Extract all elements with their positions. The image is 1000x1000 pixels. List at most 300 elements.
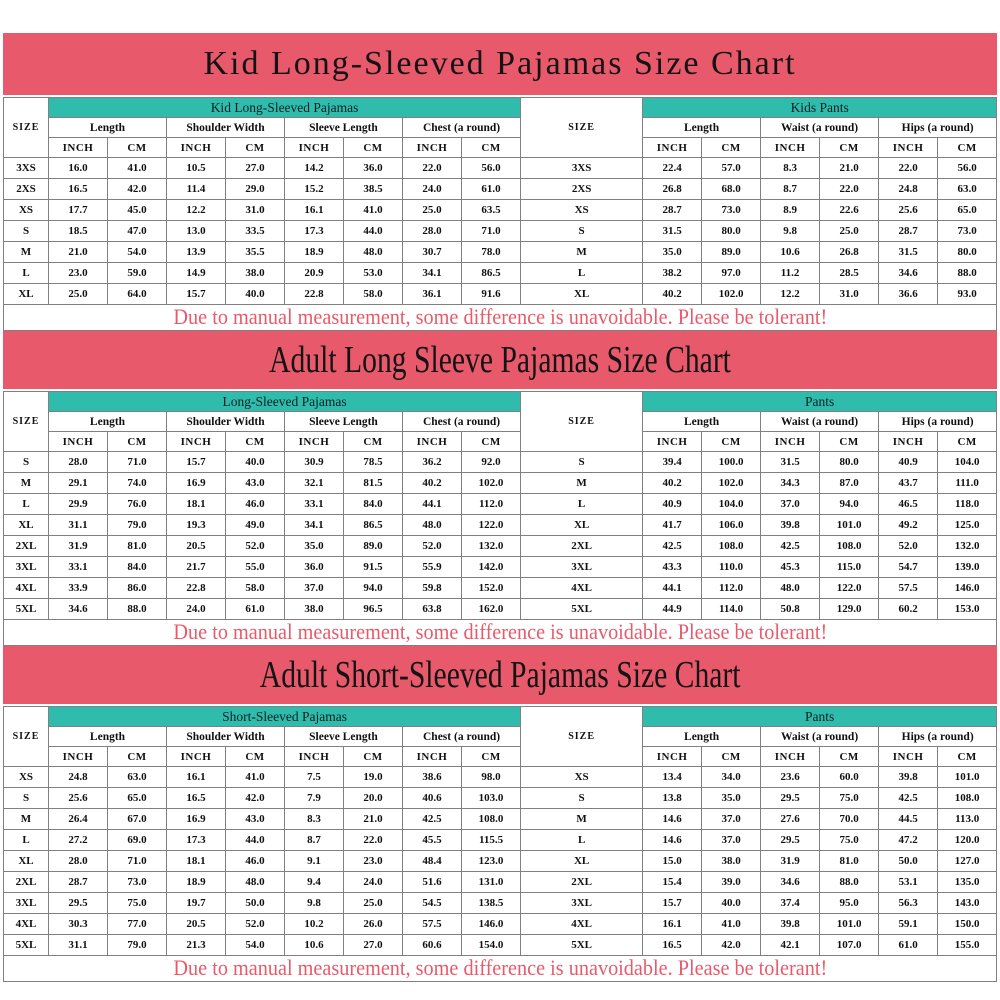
table-row	[4, 200, 997, 221]
unit-header-inch: INCH	[285, 747, 344, 767]
value-cell: 37.0	[702, 809, 761, 830]
value-cell: 21.7	[167, 557, 226, 578]
value-cell: 132.0	[938, 536, 997, 557]
table-row	[4, 494, 997, 515]
size-column-header: SIZE	[521, 98, 643, 158]
value-cell: 102.0	[702, 473, 761, 494]
value-cell: 92.0	[462, 452, 521, 473]
value-cell: 93.0	[938, 284, 997, 305]
value-cell: 91.5	[344, 557, 403, 578]
value-cell: 135.0	[938, 872, 997, 893]
value-cell: 8.7	[761, 179, 820, 200]
measure-header: Hips (a round)	[879, 118, 997, 138]
measure-header: Shoulder Width	[167, 118, 285, 138]
value-cell: 107.0	[820, 935, 879, 956]
unit-header-inch: INCH	[879, 432, 938, 452]
value-cell: 41.0	[108, 158, 167, 179]
value-cell: 120.0	[938, 830, 997, 851]
value-cell: 101.0	[820, 914, 879, 935]
value-cell: 31.9	[49, 536, 108, 557]
value-cell: 63.0	[938, 179, 997, 200]
value-cell: 106.0	[702, 515, 761, 536]
size-cell: 3XL	[521, 557, 643, 578]
unit-header-cm: CM	[820, 747, 879, 767]
value-cell: 26.8	[643, 179, 702, 200]
chart-title: Kid Long-Sleeved Pajamas Size Chart	[203, 45, 797, 82]
table-row	[4, 851, 997, 872]
value-cell: 150.0	[938, 914, 997, 935]
size-cell: XL	[521, 284, 643, 305]
value-cell: 45.0	[108, 200, 167, 221]
measure-header: Chest (a round)	[403, 118, 521, 138]
value-cell: 16.9	[167, 473, 226, 494]
size-cell: XL	[521, 851, 643, 872]
value-cell: 42.5	[879, 788, 938, 809]
value-cell: 43.3	[643, 557, 702, 578]
value-cell: 17.3	[167, 830, 226, 851]
value-cell: 101.0	[820, 515, 879, 536]
value-cell: 29.9	[49, 494, 108, 515]
measure-header: Length	[49, 118, 167, 138]
disclaimer-cell	[4, 620, 997, 646]
value-cell: 146.0	[938, 578, 997, 599]
value-cell: 28.5	[820, 263, 879, 284]
value-cell: 7.9	[285, 788, 344, 809]
value-cell: 89.0	[702, 242, 761, 263]
value-cell: 46.0	[226, 494, 285, 515]
value-cell: 52.0	[226, 536, 285, 557]
value-cell: 40.0	[226, 452, 285, 473]
value-cell: 52.0	[879, 536, 938, 557]
value-cell: 19.0	[344, 767, 403, 788]
value-cell: 39.0	[702, 872, 761, 893]
disclaimer-row	[4, 956, 997, 982]
value-cell: 25.6	[49, 788, 108, 809]
header-row-measures	[4, 118, 997, 138]
value-cell: 15.7	[167, 284, 226, 305]
value-cell: 45.5	[403, 830, 462, 851]
unit-header-cm: CM	[226, 432, 285, 452]
value-cell: 40.9	[643, 494, 702, 515]
value-cell: 87.0	[820, 473, 879, 494]
value-cell: 43.7	[879, 473, 938, 494]
value-cell: 22.0	[879, 158, 938, 179]
value-cell: 46.5	[879, 494, 938, 515]
value-cell: 57.5	[879, 578, 938, 599]
value-cell: 17.7	[49, 200, 108, 221]
value-cell: 81.0	[108, 536, 167, 557]
value-cell: 33.1	[49, 557, 108, 578]
unit-header-cm: CM	[344, 747, 403, 767]
value-cell: 10.2	[285, 914, 344, 935]
value-cell: 13.0	[167, 221, 226, 242]
table-body	[4, 767, 997, 982]
value-cell: 84.0	[108, 557, 167, 578]
measure-header: Sleeve Length	[285, 727, 403, 747]
size-cell: S	[521, 452, 643, 473]
table-row	[4, 578, 997, 599]
value-cell: 13.9	[167, 242, 226, 263]
value-cell: 22.4	[643, 158, 702, 179]
size-cell: 5XL	[4, 935, 49, 956]
value-cell: 80.0	[820, 452, 879, 473]
value-cell: 36.0	[285, 557, 344, 578]
value-cell: 75.0	[820, 788, 879, 809]
value-cell: 37.4	[761, 893, 820, 914]
value-cell: 37.0	[702, 830, 761, 851]
value-cell: 35.5	[226, 242, 285, 263]
size-cell: 5XL	[4, 599, 49, 620]
value-cell: 38.6	[403, 767, 462, 788]
header-row-units	[4, 432, 997, 452]
value-cell: 34.6	[761, 872, 820, 893]
unit-header-cm: CM	[226, 747, 285, 767]
value-cell: 154.0	[462, 935, 521, 956]
header-row-units	[4, 138, 997, 158]
size-cell: 4XL	[521, 914, 643, 935]
size-cell: 5XL	[521, 599, 643, 620]
chart-title: Adult Long Sleeve Pajamas Size Chart	[269, 339, 731, 381]
chart-title: Adult Short-Sleeved Pajamas Size Chart	[259, 654, 741, 696]
size-cell: XS	[521, 767, 643, 788]
value-cell: 57.5	[403, 914, 462, 935]
value-cell: 22.0	[344, 830, 403, 851]
size-cell: 3XS	[4, 158, 49, 179]
disclaimer-row	[4, 620, 997, 646]
size-cell: L	[4, 494, 49, 515]
size-cell: 2XL	[521, 872, 643, 893]
value-cell: 56.0	[938, 158, 997, 179]
value-cell: 51.6	[403, 872, 462, 893]
unit-header-inch: INCH	[403, 432, 462, 452]
size-cell: 2XL	[4, 872, 49, 893]
unit-header-cm: CM	[820, 432, 879, 452]
value-cell: 14.9	[167, 263, 226, 284]
value-cell: 94.0	[344, 578, 403, 599]
size-cell: M	[521, 473, 643, 494]
value-cell: 153.0	[938, 599, 997, 620]
disclaimer-cell	[4, 956, 997, 982]
unit-header-inch: INCH	[403, 138, 462, 158]
size-cell: XL	[4, 284, 49, 305]
value-cell: 75.0	[820, 830, 879, 851]
value-cell: 152.0	[462, 578, 521, 599]
unit-header-inch: INCH	[643, 432, 702, 452]
value-cell: 118.0	[938, 494, 997, 515]
value-cell: 96.5	[344, 599, 403, 620]
size-cell: M	[521, 809, 643, 830]
value-cell: 29.1	[49, 473, 108, 494]
value-cell: 24.0	[344, 872, 403, 893]
value-cell: 35.0	[702, 788, 761, 809]
value-cell: 34.1	[285, 515, 344, 536]
value-cell: 38.0	[702, 851, 761, 872]
value-cell: 40.9	[879, 452, 938, 473]
value-cell: 32.1	[285, 473, 344, 494]
value-cell: 23.0	[344, 851, 403, 872]
value-cell: 38.0	[226, 263, 285, 284]
value-cell: 29.5	[761, 788, 820, 809]
value-cell: 57.0	[702, 158, 761, 179]
value-cell: 31.0	[820, 284, 879, 305]
value-cell: 48.4	[403, 851, 462, 872]
value-cell: 14.2	[285, 158, 344, 179]
value-cell: 55.0	[226, 557, 285, 578]
table-row	[4, 263, 997, 284]
value-cell: 24.8	[879, 179, 938, 200]
value-cell: 75.0	[108, 893, 167, 914]
value-cell: 40.2	[643, 473, 702, 494]
value-cell: 89.0	[344, 536, 403, 557]
value-cell: 44.1	[643, 578, 702, 599]
value-cell: 40.6	[403, 788, 462, 809]
value-cell: 86.0	[108, 578, 167, 599]
value-cell: 9.1	[285, 851, 344, 872]
value-cell: 40.2	[403, 473, 462, 494]
value-cell: 35.0	[643, 242, 702, 263]
table-group-title: Pants	[643, 707, 997, 727]
value-cell: 34.0	[702, 767, 761, 788]
value-cell: 91.6	[462, 284, 521, 305]
value-cell: 86.5	[344, 515, 403, 536]
table-row	[4, 599, 997, 620]
value-cell: 139.0	[938, 557, 997, 578]
disclaimer-text: Due to manual measurement, some difference is unavoidable. Please be tolerant!	[173, 304, 827, 329]
value-cell: 28.0	[49, 452, 108, 473]
value-cell: 22.8	[285, 284, 344, 305]
size-cell: L	[521, 830, 643, 851]
value-cell: 44.0	[226, 830, 285, 851]
value-cell: 28.7	[879, 221, 938, 242]
size-cell: S	[4, 452, 49, 473]
value-cell: 33.9	[49, 578, 108, 599]
value-cell: 100.0	[702, 452, 761, 473]
value-cell: 42.1	[761, 935, 820, 956]
value-cell: 12.2	[167, 200, 226, 221]
header-row-titles	[4, 707, 997, 727]
table-row	[4, 473, 997, 494]
size-cell: 4XL	[4, 578, 49, 599]
value-cell: 127.0	[938, 851, 997, 872]
unit-header-inch: INCH	[879, 138, 938, 158]
value-cell: 30.3	[49, 914, 108, 935]
unit-header-cm: CM	[462, 138, 521, 158]
value-cell: 65.0	[108, 788, 167, 809]
value-cell: 46.0	[226, 851, 285, 872]
value-cell: 16.5	[643, 935, 702, 956]
value-cell: 24.0	[167, 599, 226, 620]
value-cell: 71.0	[462, 221, 521, 242]
value-cell: 115.0	[820, 557, 879, 578]
value-cell: 10.6	[761, 242, 820, 263]
value-cell: 41.7	[643, 515, 702, 536]
value-cell: 29.0	[226, 179, 285, 200]
value-cell: 34.3	[761, 473, 820, 494]
size-cell: S	[4, 221, 49, 242]
value-cell: 27.0	[226, 158, 285, 179]
value-cell: 98.0	[462, 767, 521, 788]
table-row	[4, 830, 997, 851]
size-cell: XS	[4, 767, 49, 788]
size-cell: M	[521, 242, 643, 263]
value-cell: 22.8	[167, 578, 226, 599]
unit-header-inch: INCH	[761, 138, 820, 158]
size-cell: M	[4, 242, 49, 263]
value-cell: 40.0	[702, 893, 761, 914]
value-cell: 31.5	[879, 242, 938, 263]
value-cell: 60.2	[879, 599, 938, 620]
value-cell: 19.3	[167, 515, 226, 536]
value-cell: 37.0	[285, 578, 344, 599]
size-column-header: SIZE	[4, 392, 49, 452]
value-cell: 27.2	[49, 830, 108, 851]
value-cell: 13.4	[643, 767, 702, 788]
table-row	[4, 893, 997, 914]
measure-header: Length	[49, 412, 167, 432]
value-cell: 113.0	[938, 809, 997, 830]
unit-header-inch: INCH	[49, 432, 108, 452]
value-cell: 27.0	[344, 935, 403, 956]
unit-header-inch: INCH	[167, 138, 226, 158]
value-cell: 16.9	[167, 809, 226, 830]
size-cell: L	[4, 830, 49, 851]
unit-header-cm: CM	[344, 432, 403, 452]
value-cell: 114.0	[702, 599, 761, 620]
value-cell: 17.3	[285, 221, 344, 242]
size-cell: S	[4, 788, 49, 809]
size-charts-container	[3, 33, 997, 982]
value-cell: 16.1	[167, 767, 226, 788]
size-cell: M	[4, 809, 49, 830]
value-cell: 34.6	[49, 599, 108, 620]
size-cell: 2XL	[521, 536, 643, 557]
value-cell: 50.0	[226, 893, 285, 914]
value-cell: 29.5	[49, 893, 108, 914]
value-cell: 36.2	[403, 452, 462, 473]
value-cell: 8.9	[761, 200, 820, 221]
value-cell: 24.0	[403, 179, 462, 200]
value-cell: 18.1	[167, 851, 226, 872]
size-cell: XS	[4, 200, 49, 221]
table-group-title: Kids Pants	[643, 98, 997, 118]
unit-header-cm: CM	[702, 432, 761, 452]
value-cell: 47.0	[108, 221, 167, 242]
value-cell: 108.0	[462, 809, 521, 830]
size-column-header: SIZE	[521, 707, 643, 767]
value-cell: 131.0	[462, 872, 521, 893]
header-row-measures	[4, 727, 997, 747]
size-column-header: SIZE	[4, 98, 49, 158]
table-row	[4, 809, 997, 830]
value-cell: 16.5	[49, 179, 108, 200]
unit-header-inch: INCH	[643, 138, 702, 158]
value-cell: 10.6	[285, 935, 344, 956]
value-cell: 74.0	[108, 473, 167, 494]
value-cell: 155.0	[938, 935, 997, 956]
value-cell: 8.7	[285, 830, 344, 851]
value-cell: 64.0	[108, 284, 167, 305]
value-cell: 59.0	[108, 263, 167, 284]
value-cell: 48.0	[403, 515, 462, 536]
table-row	[4, 242, 997, 263]
unit-header-inch: INCH	[879, 747, 938, 767]
value-cell: 28.7	[643, 200, 702, 221]
value-cell: 31.1	[49, 935, 108, 956]
value-cell: 61.0	[226, 599, 285, 620]
size-cell: 4XL	[521, 578, 643, 599]
value-cell: 36.0	[344, 158, 403, 179]
unit-header-inch: INCH	[167, 747, 226, 767]
table-row	[4, 515, 997, 536]
value-cell: 37.0	[761, 494, 820, 515]
value-cell: 25.0	[820, 221, 879, 242]
table-group-title: Long-Sleeved Pajamas	[49, 392, 521, 412]
value-cell: 7.5	[285, 767, 344, 788]
value-cell: 73.0	[702, 200, 761, 221]
value-cell: 88.0	[820, 872, 879, 893]
value-cell: 15.7	[167, 452, 226, 473]
value-cell: 15.2	[285, 179, 344, 200]
value-cell: 54.7	[879, 557, 938, 578]
value-cell: 41.0	[702, 914, 761, 935]
disclaimer-cell	[4, 305, 997, 331]
value-cell: 123.0	[462, 851, 521, 872]
size-chart-section	[3, 331, 997, 646]
value-cell: 36.1	[403, 284, 462, 305]
size-cell: M	[4, 473, 49, 494]
value-cell: 111.0	[938, 473, 997, 494]
value-cell: 42.5	[643, 536, 702, 557]
value-cell: 60.6	[403, 935, 462, 956]
value-cell: 54.0	[108, 242, 167, 263]
value-cell: 34.1	[403, 263, 462, 284]
measure-header: Length	[643, 118, 761, 138]
value-cell: 39.8	[879, 767, 938, 788]
value-cell: 20.0	[344, 788, 403, 809]
value-cell: 69.0	[108, 830, 167, 851]
value-cell: 77.0	[108, 914, 167, 935]
value-cell: 102.0	[462, 473, 521, 494]
size-chart-section	[3, 646, 997, 982]
value-cell: 26.8	[820, 242, 879, 263]
table-row	[4, 872, 997, 893]
value-cell: 35.0	[285, 536, 344, 557]
value-cell: 50.0	[879, 851, 938, 872]
value-cell: 34.6	[879, 263, 938, 284]
table-row	[4, 557, 997, 578]
value-cell: 31.9	[761, 851, 820, 872]
value-cell: 52.0	[403, 536, 462, 557]
value-cell: 47.2	[879, 830, 938, 851]
table-row	[4, 767, 997, 788]
value-cell: 49.2	[879, 515, 938, 536]
size-cell: S	[521, 221, 643, 242]
measure-header: Length	[49, 727, 167, 747]
value-cell: 25.0	[49, 284, 108, 305]
size-cell: L	[521, 494, 643, 515]
value-cell: 108.0	[938, 788, 997, 809]
value-cell: 8.3	[285, 809, 344, 830]
unit-header-inch: INCH	[761, 432, 820, 452]
table-row	[4, 536, 997, 557]
size-cell: XL	[4, 851, 49, 872]
value-cell: 42.0	[702, 935, 761, 956]
size-cell: S	[521, 788, 643, 809]
disclaimer-text: Due to manual measurement, some difference is unavoidable. Please be tolerant!	[173, 955, 827, 980]
value-cell: 16.1	[643, 914, 702, 935]
value-cell: 25.6	[879, 200, 938, 221]
value-cell: 29.5	[761, 830, 820, 851]
